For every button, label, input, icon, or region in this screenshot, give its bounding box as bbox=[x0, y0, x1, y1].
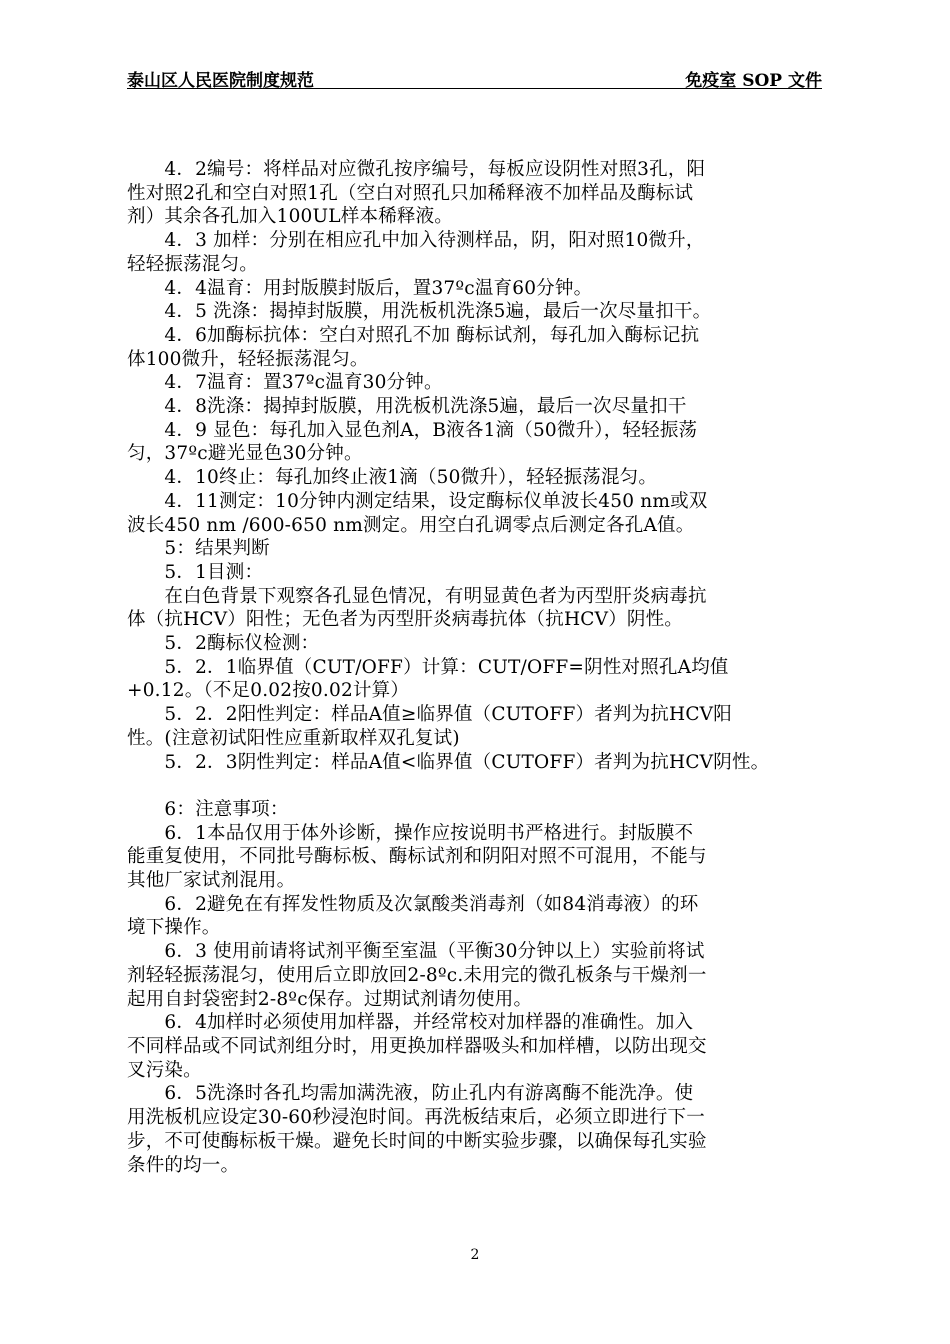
text-line: 4．5 洗涤：揭掉封版膜，用洗板机洗涤5遍，最后一次尽量扣干。 bbox=[127, 301, 712, 323]
text-line: 波长450 nm /600-650 nm测定。用空白孔调零点后测定各孔A值。 bbox=[127, 514, 695, 536]
text-line: 体（抗HCV）阳性；无色者为丙型肝炎病毒抗体（抗HCV）阴性。 bbox=[127, 609, 683, 631]
text-line: 剂）其余各孔加入100UL样本稀释液。 bbox=[127, 206, 453, 228]
text-line: 用洗板机应设定30-60秒浸泡时间。再洗板结束后，必须立即进行下一 bbox=[127, 1107, 705, 1129]
text-line: 5．2．1临界值（CUT/OFF）计算：CUT/OFF=阴性对照孔A均值 bbox=[127, 656, 729, 678]
text-line: 性对照2孔和空白对照1孔（空白对照孔只加稀释液不加样品及酶标试 bbox=[127, 182, 694, 204]
text-line: 轻轻振荡混匀。 bbox=[127, 253, 258, 275]
text-line: 在白色背景下观察各孔显色情况，有明显黄色者为丙型肝炎病毒抗 bbox=[127, 585, 707, 607]
text-line: 4．8洗涤：揭掉封版膜，用洗板机洗涤5遍，最后一次尽量扣干 bbox=[127, 396, 687, 418]
text-line: 剂轻轻振荡混匀，使用后立即放回2-8ºc.未用完的微孔板条与干燥剂一 bbox=[127, 964, 707, 986]
text-line: 不同样品或不同试剂组分时，用更换加样器吸头和加样槽，以防出现交 bbox=[127, 1036, 707, 1057]
text-line: 5．2．3阴性判定：样品A值<临界值（CUTOFF）者判为抗HCV阴性。 bbox=[127, 751, 770, 773]
text-line: 4．10终止：每孔加终止液1滴（50微升），轻轻振荡混匀。 bbox=[127, 467, 658, 489]
text-line: 条件的均一。 bbox=[127, 1154, 240, 1176]
text-line: 4．3 加样：分别在相应孔中加入待测样品，阴，阳对照10微升， bbox=[127, 230, 705, 252]
text-line: 5．2．2阳性判定：样品A值≥临界值（CUTOFF）者判为抗HCV阳 bbox=[127, 704, 732, 726]
text-line: 4．11测定：10分钟内测定结果，设定酶标仪单波长450 nm或双 bbox=[127, 490, 708, 512]
page-header bbox=[127, 66, 822, 91]
text-line: 匀，37ºc避光显色30分钟。 bbox=[127, 443, 363, 465]
text-line: 性。(注意初试阳性应重新取样双孔复试) bbox=[127, 727, 460, 749]
text-line: 6．4加样时必须使用加样器，并经常校对加样器的准确性。加入 bbox=[127, 1012, 694, 1034]
text-line: 5．2酶标仪检测： bbox=[127, 633, 320, 655]
document-body bbox=[127, 158, 832, 1177]
header-doc-type: 免疫室 SOP 文件 bbox=[685, 71, 822, 91]
text-line: 步，不可使酶标板干燥。避免长时间的中断实验步骤，以确保每孔实验 bbox=[127, 1130, 707, 1152]
text-line: 其他厂家试剂混用。 bbox=[127, 870, 296, 892]
text-line: 6．3 使用前请将试剂平衡至室温（平衡30分钟以上）实验前将试 bbox=[127, 941, 705, 963]
text-line: 5：结果判断 bbox=[127, 538, 270, 560]
text-line: 叉污染。 bbox=[127, 1059, 202, 1081]
blank-line bbox=[127, 774, 832, 798]
text-line: +0.12。（不足0.02按0.02计算） bbox=[127, 680, 410, 702]
text-line: 能重复使用，不同批号酶标板、酶标试剂和阴阳对照不可混用，不能与 bbox=[127, 846, 707, 868]
text-line: 6：注意事项： bbox=[127, 798, 289, 820]
text-line: 6．5洗涤时各孔均需加满洗液，防止孔内有游离酶不能洗净。使 bbox=[127, 1083, 694, 1105]
text-line: 6．2避免在有挥发性物质及次氯酸类消毒剂（如84消毒液）的环 bbox=[127, 893, 699, 915]
text-line: 4．9 显色：每孔加入显色剂A，B液各1滴（50微升），轻轻振荡 bbox=[127, 419, 698, 441]
text-line: 体100微升，轻轻振荡混匀。 bbox=[127, 348, 369, 370]
text-line: 4．7温育：置37ºc温育30分钟。 bbox=[127, 372, 443, 394]
text-line: 4．6加酶标抗体：空白对照孔不加 酶标试剂，每孔加入酶标记抗 bbox=[127, 324, 700, 346]
text-line: 6．1本品仅用于体外诊断，操作应按说明书严格进行。封版膜不 bbox=[127, 822, 694, 844]
page-number: 2 bbox=[470, 1247, 480, 1263]
header-hospital-name: 泰山区人民医院制度规范 bbox=[127, 71, 314, 91]
text-line: 4．2编号：将样品对应微孔按序编号，每板应设阴性对照3孔，阳 bbox=[127, 159, 706, 180]
header-rule bbox=[127, 88, 822, 89]
text-line: 境下操作。 bbox=[127, 917, 221, 939]
text-line: 5．1目测： bbox=[127, 561, 264, 583]
text-line: 4．4温育：用封版膜封版后，置37ºc温育60分钟。 bbox=[127, 277, 593, 299]
text-line: 起用自封袋密封2-8ºc保存。过期试剂请勿使用。 bbox=[127, 988, 533, 1010]
